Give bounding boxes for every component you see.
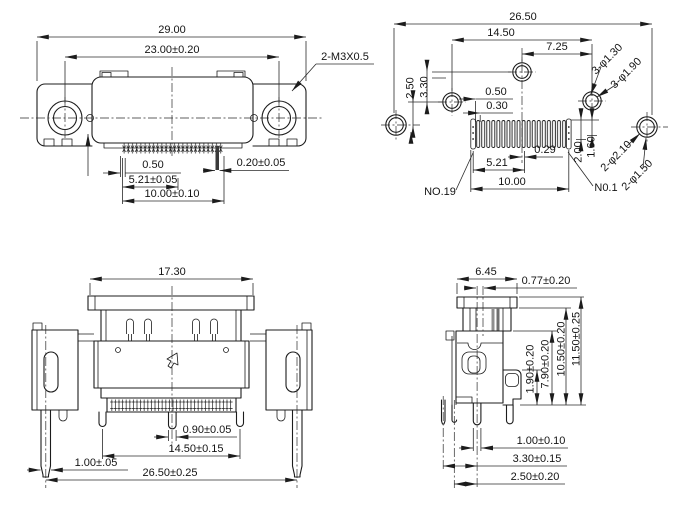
dim-fp-pad-offset-b: 0.30 [486,100,508,112]
dim-fp-pad-offset-c: 0.29 [534,144,556,156]
front-view [20,24,374,204]
dim-front-pin-span: 10.00±0.10 [144,188,200,200]
dim-profile-center-offset: 0.77±0.20 [521,275,571,287]
dim-front-pin-pitch: 0.50 [142,159,164,171]
dim-profile-height-b: 7.90±0.20 [539,339,552,389]
side-dimensions [27,266,297,480]
dim-profile-pin-offset-a: 3.30±0.15 [512,453,562,465]
dim-fp-hole-span: 14.50 [487,27,515,39]
profile-dimensions [443,266,586,484]
dim-profile-pin-offset-b: 2.50±0.20 [510,471,560,483]
dim-side-pin-spacing: 14.50±0.15 [168,443,224,455]
front-pin-row [122,143,223,170]
highlighted-pin [216,146,220,170]
dim-front-thread-callout: 2-M3X0.5 [321,51,369,63]
dim-fp-small-hole-drill: 3-φ1.30 [589,41,626,78]
dim-side-center-pin-width: 0.90±0.05 [182,424,232,436]
dim-fp-pad-group: 5.21 [486,157,508,169]
dim-side-body-width: 17.30 [158,266,186,278]
dim-front-pin-group: 5.21±0.05 [128,174,178,186]
footprint-view [381,11,668,198]
label-last-pin: NO.19 [424,186,456,198]
dim-front-pin-thickness: 0.20±0.05 [236,157,286,169]
dim-side-leg-width: 1.00±.05 [74,457,118,469]
front-dimensions [37,24,374,204]
dim-fp-big-hole-drill: 2-φ1.50 [619,157,656,194]
side-view [27,266,312,488]
dim-side-leg-span: 26.50±0.25 [142,467,198,479]
dim-fp-pad-offset-a: 0.50 [485,86,507,98]
dim-front-overall-width: 29.00 [158,24,186,36]
dim-fp-overall: 26.50 [509,11,537,23]
dim-profile-barrel-width: 6.45 [475,266,497,278]
label-first-pin: N0.1 [594,182,618,194]
front-outline [37,71,306,148]
profile-outline [446,297,521,405]
dim-profile-height-a: 1.90±0.20 [524,344,537,394]
dim-front-mount-spacing: 23.00±0.20 [144,44,200,56]
dim-profile-height-d: 11.50±0.25 [570,311,583,367]
dim-fp-hole-offset: 7.25 [546,41,568,53]
footprint-pads [471,119,571,149]
dim-fp-big-hole-pad: 2-φ2.10 [598,138,635,175]
profile-view [442,266,587,488]
dim-fp-pad-span: 10.00 [498,176,526,188]
side-outline [88,296,254,412]
dim-fp-row-offset-a: 2.50 [404,77,417,99]
dim-fp-pad-depth-b: 1.60 [585,136,598,158]
dim-profile-pin-width: 1.00±0.10 [516,435,566,447]
polarization-mark [167,353,178,368]
dim-fp-row-offset-b: 3.30 [418,76,431,98]
dim-fp-pad-depth-a: 2.00 [572,141,585,163]
dim-fp-small-hole-pad: 3-φ1.90 [608,55,645,92]
footprint-dimensions [394,11,655,198]
dim-profile-height-c: 10.50±0.20 [555,321,568,377]
